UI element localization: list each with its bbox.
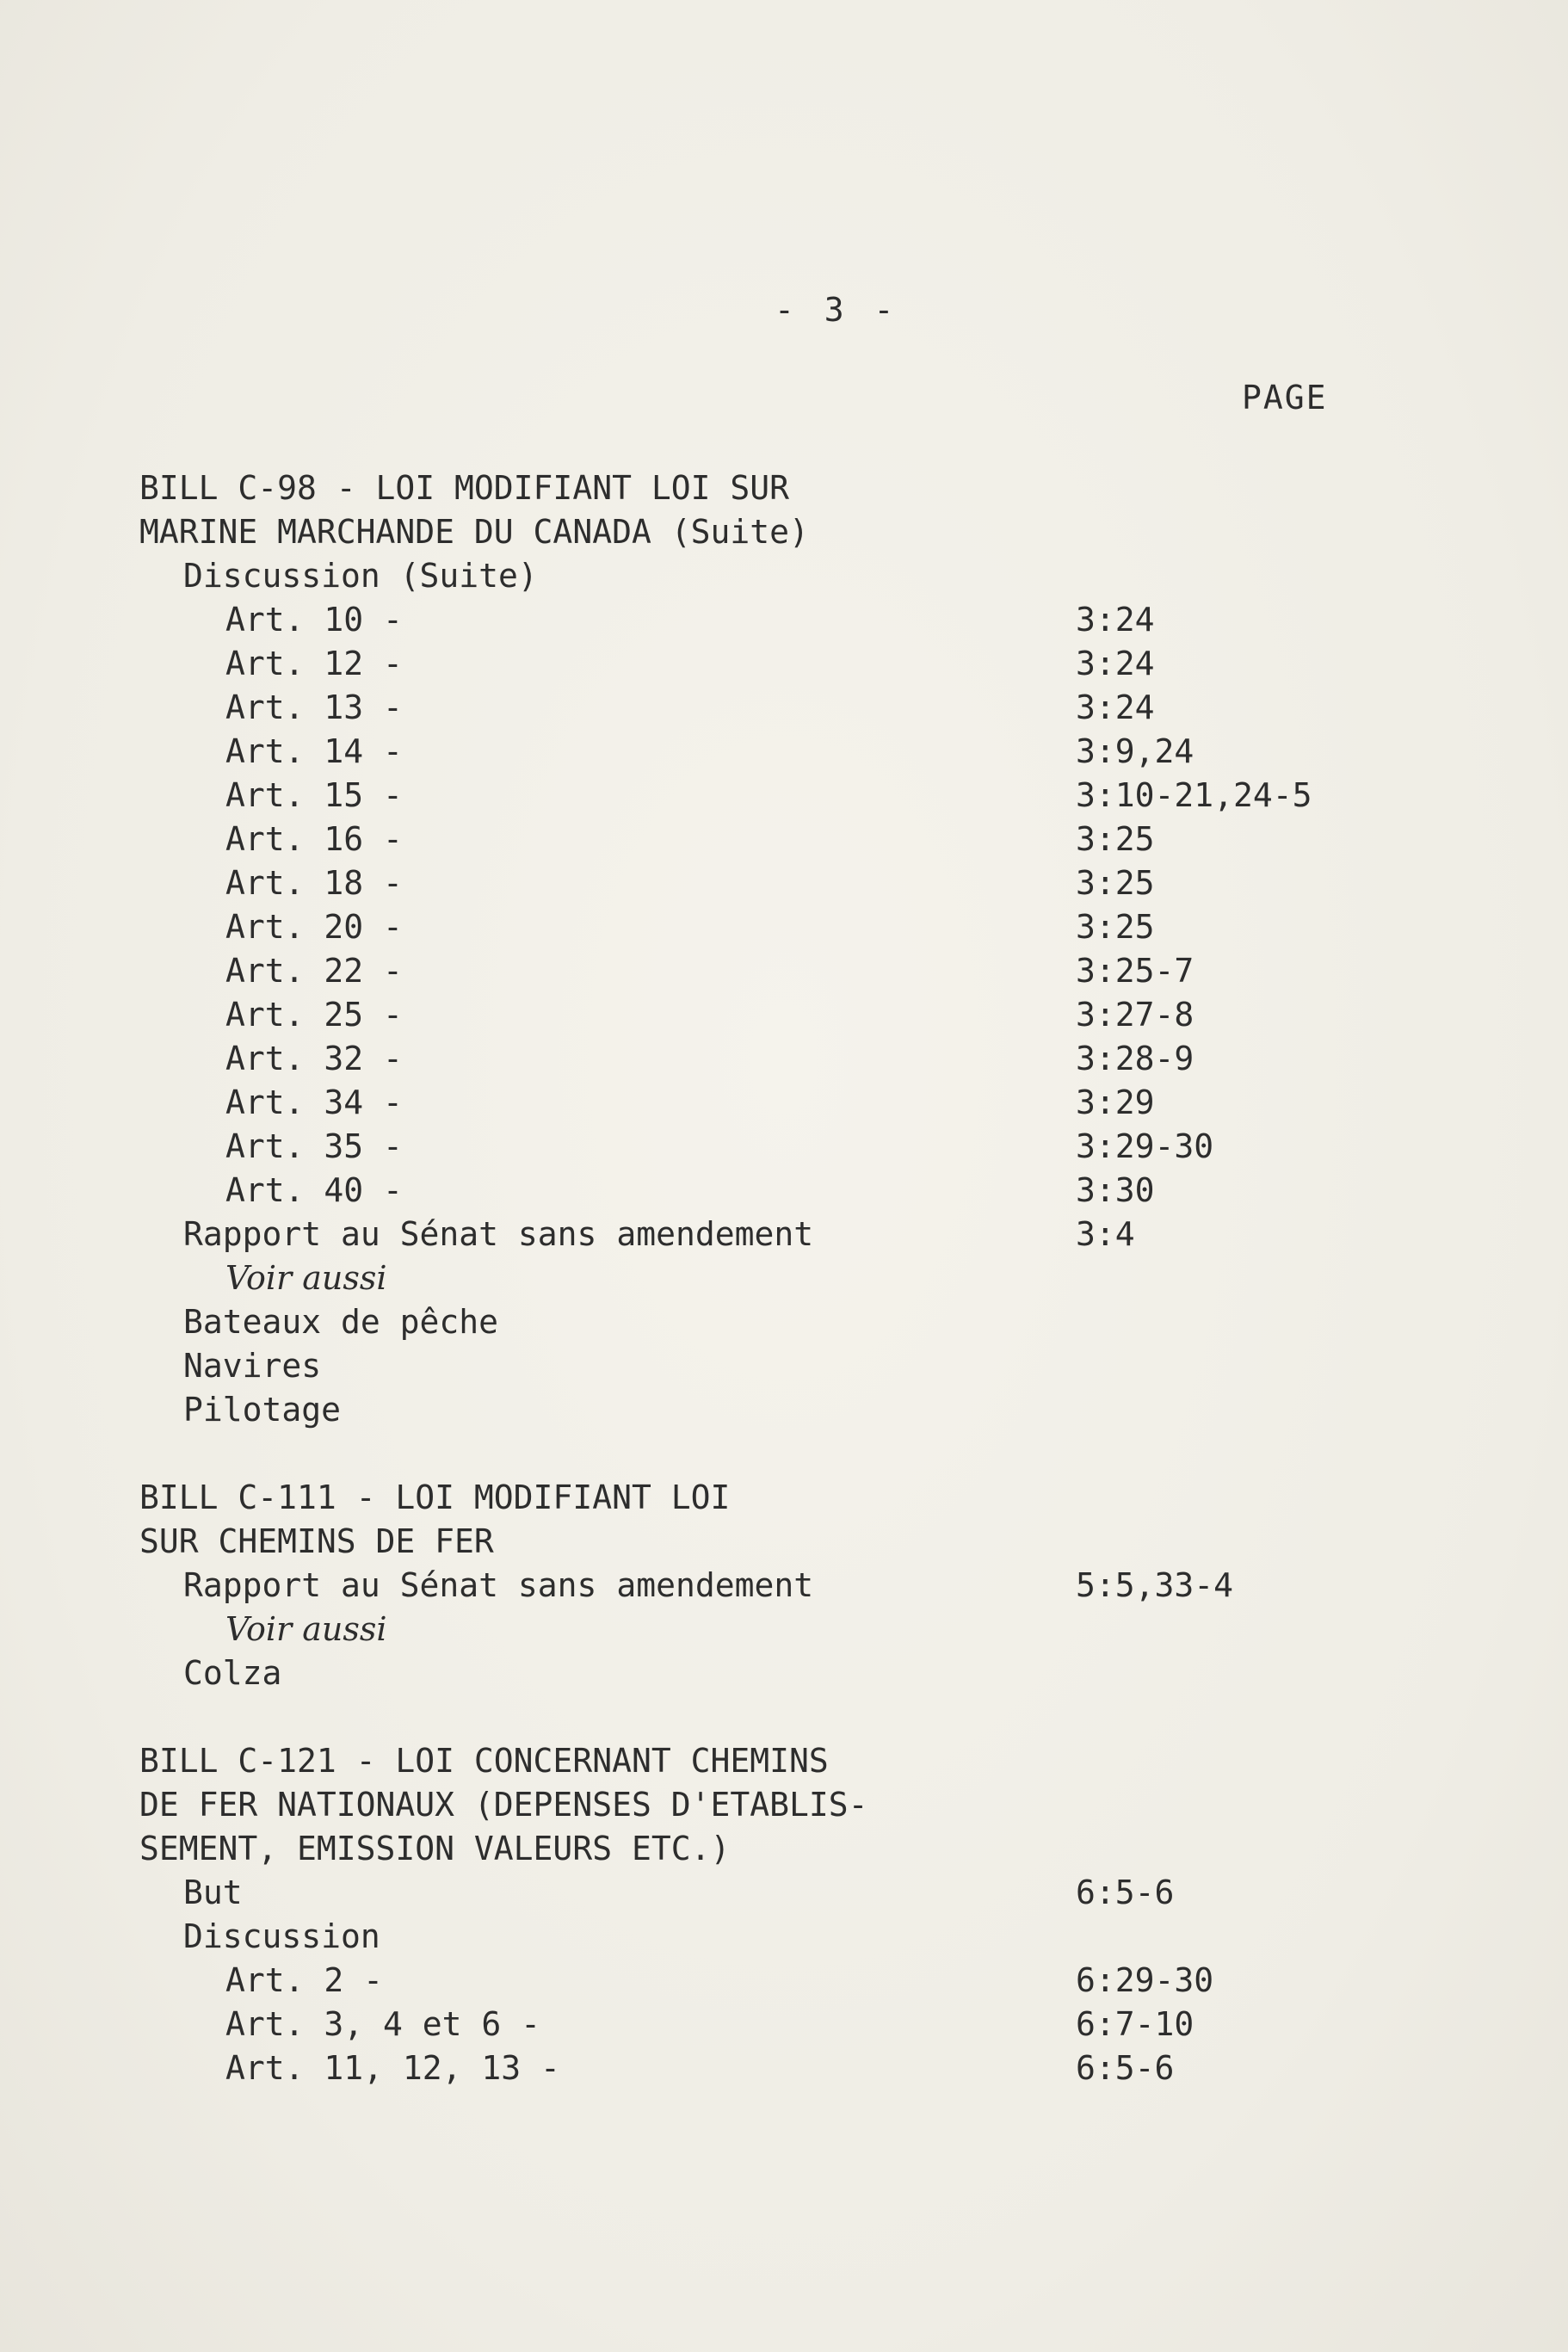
index-entry: But bbox=[183, 1874, 243, 1911]
index-entry: Pilotage bbox=[183, 1391, 342, 1429]
page-reference: 3:29 bbox=[1076, 1083, 1155, 1121]
bill-heading-line: MARINE MARCHANDE DU CANADA (Suite) bbox=[139, 513, 809, 551]
page-number: - 3 - bbox=[775, 291, 899, 329]
page-reference: 3:24 bbox=[1076, 688, 1155, 726]
page-reference: 3:4 bbox=[1076, 1215, 1135, 1253]
index-entry: Art. 11, 12, 13 - bbox=[225, 2049, 560, 2087]
index-entry: Art. 10 - bbox=[225, 601, 403, 639]
bill-heading-line: SEMENT, EMISSION VALEURS ETC.) bbox=[139, 1830, 731, 1867]
index-entry: Art. 2 - bbox=[225, 1961, 384, 1999]
index-entry: Art. 13 - bbox=[225, 688, 403, 726]
index-entry: Discussion bbox=[183, 1917, 380, 1955]
index-entry: Colza bbox=[183, 1654, 282, 1692]
index-entry: Art. 22 - bbox=[225, 952, 403, 990]
index-entry: Art. 32 - bbox=[225, 1040, 403, 1077]
page-reference: 5:5,33-4 bbox=[1076, 1566, 1234, 1604]
index-entry: Navires bbox=[183, 1347, 322, 1385]
index-entry: Discussion (Suite) bbox=[183, 557, 538, 595]
bill-heading-line: DE FER NATIONAUX (DEPENSES D'ETABLIS- bbox=[139, 1786, 868, 1824]
page-reference: 3:28-9 bbox=[1076, 1040, 1195, 1077]
index-entry: Voir aussi bbox=[225, 1259, 387, 1297]
page-reference: 3:25-7 bbox=[1076, 952, 1195, 990]
index-entry: Art. 3, 4 et 6 - bbox=[225, 2005, 541, 2043]
page-reference: 3:27-8 bbox=[1076, 996, 1195, 1034]
index-entry: Art. 12 - bbox=[225, 645, 403, 682]
bill-heading-line: BILL C-111 - LOI MODIFIANT LOI bbox=[139, 1478, 731, 1516]
index-entry: Art. 20 - bbox=[225, 908, 403, 946]
index-entry: Art. 14 - bbox=[225, 732, 403, 770]
page-reference: 6:5-6 bbox=[1076, 1874, 1175, 1911]
index-entry: Art. 18 - bbox=[225, 864, 403, 902]
bill-heading-line: SUR CHEMINS DE FER bbox=[139, 1522, 494, 1560]
index-entry: Bateaux de pêche bbox=[183, 1303, 499, 1341]
page-column-header: PAGE bbox=[1242, 379, 1328, 417]
page-reference: 3:9,24 bbox=[1076, 732, 1195, 770]
index-entry: Art. 34 - bbox=[225, 1083, 403, 1121]
index-entry: Art. 35 - bbox=[225, 1127, 403, 1165]
index-entry: Art. 16 - bbox=[225, 820, 403, 858]
page-reference: 3:10-21,24-5 bbox=[1076, 776, 1312, 814]
bill-heading-line: BILL C-121 - LOI CONCERNANT CHEMINS bbox=[139, 1742, 829, 1780]
page-reference: 3:25 bbox=[1076, 820, 1155, 858]
page-reference: 3:25 bbox=[1076, 864, 1155, 902]
index-entry: Rapport au Sénat sans amendement bbox=[183, 1215, 814, 1253]
bill-heading-line: BILL C-98 - LOI MODIFIANT LOI SUR bbox=[139, 469, 789, 507]
page-reference: 6:7-10 bbox=[1076, 2005, 1195, 2043]
page-reference: 3:24 bbox=[1076, 601, 1155, 639]
page-reference: 3:24 bbox=[1076, 645, 1155, 682]
page-reference: 6:29-30 bbox=[1076, 1961, 1214, 1999]
index-entry: Art. 40 - bbox=[225, 1171, 403, 1209]
index-entry: Art. 25 - bbox=[225, 996, 403, 1034]
index-entry: Art. 15 - bbox=[225, 776, 403, 814]
index-entry: Voir aussi bbox=[225, 1610, 387, 1648]
page-reference: 3:29-30 bbox=[1076, 1127, 1214, 1165]
page-reference: 3:25 bbox=[1076, 908, 1155, 946]
index-entry: Rapport au Sénat sans amendement bbox=[183, 1566, 814, 1604]
page-reference: 3:30 bbox=[1076, 1171, 1155, 1209]
page-reference: 6:5-6 bbox=[1076, 2049, 1175, 2087]
